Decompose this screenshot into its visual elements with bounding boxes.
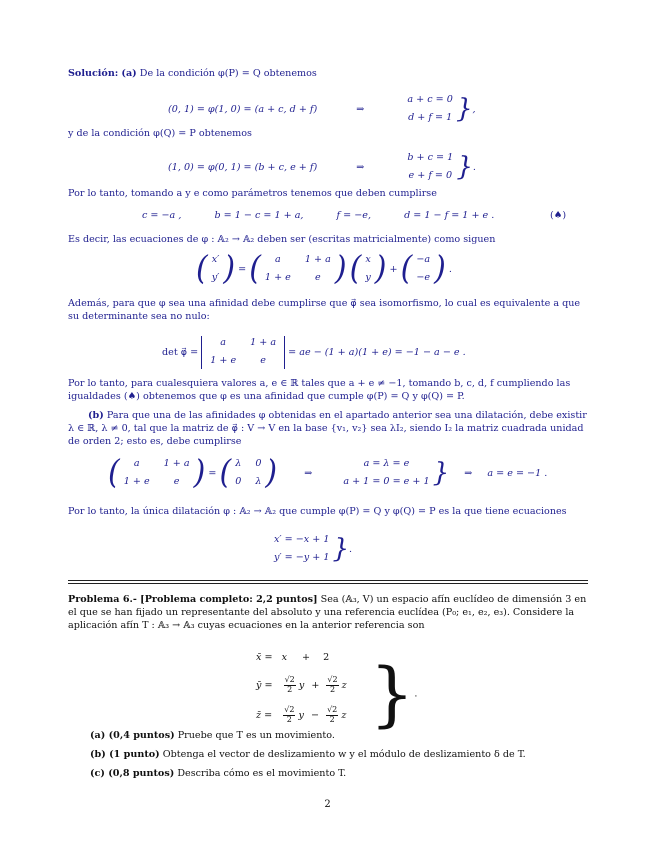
right-brace: } xyxy=(456,152,473,183)
eq-lhs: x̄ = xyxy=(256,652,273,663)
denominator: 2 xyxy=(329,684,336,694)
eq-y-row xyxy=(256,676,347,706)
separator-bottom xyxy=(68,583,588,584)
dilation-result: a = e = −1 . xyxy=(487,467,548,479)
implies-symbol: ⇒ xyxy=(356,103,365,115)
eq-op: + xyxy=(302,652,311,663)
solution-intro-a xyxy=(68,68,588,81)
vector-entry: −a xyxy=(416,254,431,265)
punctuation: . xyxy=(349,543,353,555)
vector-xy: ( x y ) xyxy=(349,249,387,289)
matrix-entry: a xyxy=(275,254,281,265)
item-c xyxy=(90,768,588,781)
problem-6-text: Sea (𝔸₃, V) un espacio afín euclídeo de dimensión 3 en el que se han fijado un representante del absoluto y una referencia euclídea (P₀; e₁, e₂, e₃). Considere la aplicación afín T : 𝔸₃ → 𝔸₃ cuyas ecuaciones en la anterior referencia son xyxy=(68,594,587,631)
eq-term: x xyxy=(281,652,287,663)
item-a xyxy=(90,730,588,743)
matrix-entry: 1 + a xyxy=(250,337,277,348)
matrix-entry: e xyxy=(173,475,180,487)
implies-symbol: ⇒ xyxy=(356,161,365,173)
matrix-entry: a xyxy=(220,337,227,348)
implies-symbol: ⇒ xyxy=(304,467,313,479)
separator-top xyxy=(68,580,588,581)
system-row: y′ = −y + 1 xyxy=(274,551,330,563)
matrix-a-dil: ( a 1 + a 1 + e e ) xyxy=(108,453,206,493)
det-result: = ae − (1 + a)(1 + e) = −1 − a − e . xyxy=(288,346,466,358)
right-brace: } xyxy=(332,534,350,565)
det-label: det φ⃗ = xyxy=(162,346,199,358)
eq-lhs: z̄ = xyxy=(256,709,273,721)
equation-1-left: (0, 1) = φ(1, 0) = (a + c, d + f) xyxy=(168,103,318,115)
system-row: d + f = 1 xyxy=(408,111,453,123)
matrix-equation: ( x′ y′ ) = ( a 1 + a 1 + e e ) ( x y ) + ( −a −e ) . xyxy=(196,249,452,289)
item-text: Describa cómo es el movimiento T. xyxy=(177,767,347,779)
final-equations xyxy=(274,534,352,565)
part-b-text xyxy=(68,410,588,449)
numerator: √2 xyxy=(327,675,338,684)
param-eq: b = 1 − c = 1 + a, xyxy=(214,210,304,221)
numerator: √2 xyxy=(284,675,295,684)
punctuation: . xyxy=(414,688,418,700)
affinity-text: Además, para que φ sea una afinidad debe cumplirse que φ⃗ sea isomorfismo, lo cual es equivalente a que su determinante sea no nulo: xyxy=(68,298,581,322)
problem-6-title: Problema 6.- [Problema completo: 2,2 puntos] xyxy=(68,594,318,605)
equation-1-system xyxy=(407,94,452,125)
fraction xyxy=(284,676,296,695)
intro-b: y de la condición φ(Q) = P obtenemos xyxy=(68,128,252,139)
system-row: a + c = 0 xyxy=(407,94,453,105)
vector-entry: y xyxy=(365,271,371,283)
denominator: 2 xyxy=(286,714,292,724)
spade-label: (♠) xyxy=(550,210,567,221)
numerator: √2 xyxy=(284,705,295,714)
item-label: (b) (1 punto) xyxy=(90,748,160,760)
item-text: Pruebe que T es un movimiento. xyxy=(177,730,335,741)
problem-6 xyxy=(68,594,588,633)
vector-t: ( −a −e ) xyxy=(400,249,446,289)
eq-lhs: ȳ = xyxy=(256,679,273,691)
vector-entry: −e xyxy=(416,271,431,283)
right-brace: } xyxy=(455,94,473,125)
right-brace: } xyxy=(369,653,415,735)
matrix-intro: Es decir, las ecuaciones de φ : 𝔸₂ → 𝔸₂ deben ser (escritas matricialmente) como siguen xyxy=(68,234,496,245)
dilation-system xyxy=(343,458,429,489)
eq-term: 2 xyxy=(323,652,330,663)
part-b-body: Para que una de las afinidades φ obtenidas en el apartado anterior sea una dilatación, debe existir λ ∈ ℝ, λ ≠ 0, tal que la matriz de φ⃗ : V → V en la base {v₁, v₂} sea λI₂, siendo I₂ la matriz cuadrada unidad de orden 2; esto es, debe cumplirse xyxy=(68,410,587,447)
dilation-equation: ( a 1 + a 1 + e e ) = ( λ 0 0 λ ) ⇒ a = λ = e a + 1 = 0 = e + 1 } ⇒ a = e = −1 . xyxy=(108,453,548,493)
system-row: b + c = 1 xyxy=(407,152,454,163)
eq-op: + xyxy=(311,679,320,691)
matrix-entry: 1 + a xyxy=(163,458,190,469)
determinant-equation xyxy=(162,336,466,369)
problem-6-items xyxy=(90,730,588,781)
param-eq: c = −a , xyxy=(142,210,182,221)
fraction xyxy=(326,706,338,725)
eq-var: z xyxy=(341,709,347,721)
matrix-entry: 1 + e xyxy=(210,354,237,366)
numerator: √2 xyxy=(327,705,338,714)
param-eq: f = −e, xyxy=(336,210,372,221)
matrix-entry: λ xyxy=(255,475,262,487)
matrix-entry: λ xyxy=(235,458,242,469)
det-matrix xyxy=(201,336,285,369)
right-brace: } xyxy=(432,458,450,489)
matrix-entry: 0 xyxy=(255,458,262,469)
system-row: a = λ = e xyxy=(363,458,410,469)
matrix-entry: a xyxy=(133,458,140,469)
vector-prime: ( x′ y′ ) xyxy=(196,249,236,289)
eq-var: y xyxy=(298,709,304,721)
equation-2 xyxy=(168,152,476,183)
vector-entry: y′ xyxy=(211,271,220,283)
matrix-entry: 1 + a xyxy=(304,254,331,265)
implies-symbol: ⇒ xyxy=(464,467,473,479)
equation-1 xyxy=(168,94,476,125)
t-equations xyxy=(256,652,417,736)
conclusion-a: Por lo tanto, para cualesquiera valores a, e ∈ ℝ tales que a + e ≠ −1, tomando b, c, d, f cumpliendo las igualdades (♠) obtenemos que φ es una afinidad que cumple φ(P) = Q y φ(Q) = P. xyxy=(68,378,571,402)
part-b-label: (b) xyxy=(88,410,104,421)
matrix-entry: 0 xyxy=(235,475,242,487)
denominator: 2 xyxy=(287,684,293,694)
params-text: Por lo tanto, tomando a y e como parámetros tenemos que deben cumplirse xyxy=(68,188,437,199)
param-eq: d = 1 − f = 1 + e . xyxy=(404,210,495,221)
final-text: Por lo tanto, la única dilatación φ : 𝔸₂ → 𝔸₂ que cumple φ(P) = Q y φ(Q) = P es la que tiene ecuaciones xyxy=(68,506,567,517)
vector-entry: x′ xyxy=(211,254,220,265)
params-equations xyxy=(142,210,494,223)
eq-x-row xyxy=(256,652,347,676)
intro-a-text: De la condición φ(P) = Q obtenemos xyxy=(139,68,317,79)
punctuation: , xyxy=(472,103,476,115)
system-row: e + f = 0 xyxy=(408,169,453,181)
vector-entry: x xyxy=(365,254,371,265)
fraction xyxy=(283,706,295,725)
item-label: (a) (0,4 puntos) xyxy=(90,730,175,741)
system-row: x′ = −x + 1 xyxy=(274,534,330,545)
lambda-matrix: ( λ 0 0 λ ) xyxy=(219,453,278,493)
final-system xyxy=(274,534,329,565)
item-b xyxy=(90,749,588,762)
equation-2-system xyxy=(407,152,453,183)
equation-2-left: (1, 0) = φ(0, 1) = (b + c, e + f) xyxy=(168,161,318,173)
matrix-entry: 1 + e xyxy=(264,271,291,283)
solution-label: Solución: xyxy=(68,68,119,79)
matrix-entry: 1 + e xyxy=(123,475,150,487)
eq-var: y xyxy=(298,679,305,691)
matrix-entry: e xyxy=(314,271,321,283)
denominator: 2 xyxy=(329,714,335,724)
punctuation: . xyxy=(472,161,476,173)
item-label: (c) (0,8 puntos) xyxy=(90,767,175,779)
fraction xyxy=(326,676,338,695)
page-number: 2 xyxy=(324,799,331,810)
eq-var: z xyxy=(341,679,347,691)
item-text: Obtenga el vector de deslizamiento w y el módulo de deslizamiento δ de T. xyxy=(162,748,526,760)
part-a-label: (a) xyxy=(121,68,137,79)
system-row: a + 1 = 0 = e + 1 xyxy=(343,475,430,487)
eq-op: − xyxy=(310,709,319,721)
matrix-entry: e xyxy=(260,354,266,366)
matrix-a: ( a 1 + a 1 + e e ) xyxy=(249,249,347,289)
